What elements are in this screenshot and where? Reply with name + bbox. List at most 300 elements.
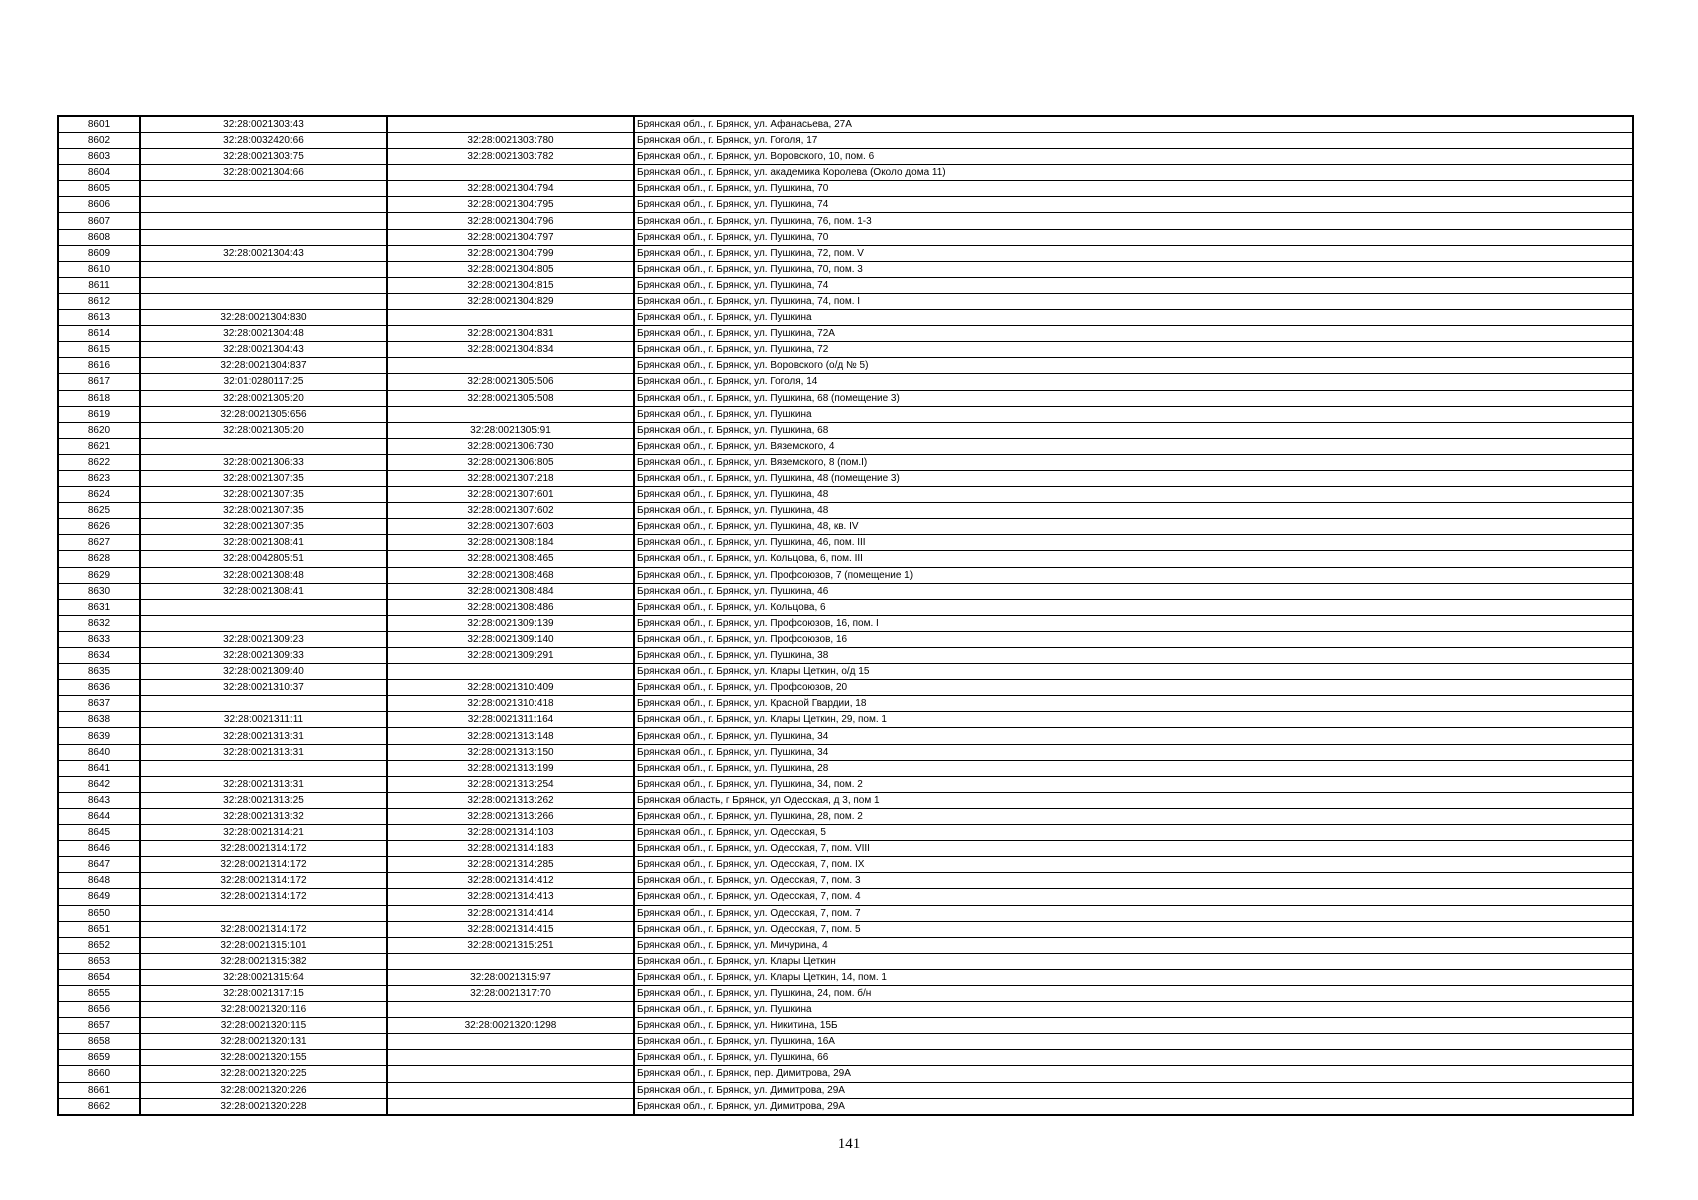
row-number-cell: 8603 — [58, 149, 140, 165]
table-row — [58, 953, 1633, 969]
address-cell: Брянская обл., г. Брянск, ул. Пушкина, 34 — [634, 728, 1633, 744]
row-number-cell: 8613 — [58, 310, 140, 326]
row-number-cell: 8622 — [58, 454, 140, 470]
cadastral-number-land-cell: 32:28:0021315:64 — [140, 969, 387, 985]
cadastral-number-object-cell: 32:28:0021306:730 — [387, 438, 634, 454]
row-number-cell: 8650 — [58, 905, 140, 921]
cadastral-number-land-cell: 32:28:0021305:656 — [140, 406, 387, 422]
row-number-cell: 8643 — [58, 792, 140, 808]
row-number-cell: 8605 — [58, 181, 140, 197]
cadastral-number-object-cell: 32:28:0021309:139 — [387, 615, 634, 631]
address-cell: Брянская обл., г. Брянск, ул. Воровского, 10, пом. 6 — [634, 149, 1633, 165]
address-cell: Брянская обл., г. Брянск, ул. Никитина, 15Б — [634, 1018, 1633, 1034]
cadastral-number-land-cell: 32:28:0021304:66 — [140, 165, 387, 181]
row-number-cell: 8631 — [58, 599, 140, 615]
row-number-cell: 8621 — [58, 438, 140, 454]
cadastral-number-object-cell: 32:28:0021313:262 — [387, 792, 634, 808]
table-row — [58, 149, 1633, 165]
cadastral-number-object-cell — [387, 1050, 634, 1066]
table-row — [58, 599, 1633, 615]
row-number-cell: 8655 — [58, 985, 140, 1001]
address-cell: Брянская обл., г. Брянск, ул. Одесская, 7, пом. 7 — [634, 905, 1633, 921]
row-number-cell: 8629 — [58, 567, 140, 583]
cadastral-number-land-cell: 32:28:0021307:35 — [140, 470, 387, 486]
row-number-cell: 8608 — [58, 229, 140, 245]
row-number-cell: 8634 — [58, 648, 140, 664]
address-cell: Брянская обл., г. Брянск, ул. Одесская, 7, пом. 3 — [634, 873, 1633, 889]
cadastral-number-land-cell: 32:28:0021309:23 — [140, 631, 387, 647]
cadastral-number-object-cell: 32:28:0021309:140 — [387, 631, 634, 647]
cadastral-number-object-cell: 32:28:0021304:797 — [387, 229, 634, 245]
table-row — [58, 197, 1633, 213]
address-cell: Брянская обл., г. Брянск, ул. Кольцова, 6 — [634, 599, 1633, 615]
table-row — [58, 648, 1633, 664]
cadastral-number-land-cell: 32:28:0021320:225 — [140, 1066, 387, 1082]
cadastral-number-object-cell: 32:28:0021313:266 — [387, 808, 634, 824]
address-cell: Брянская обл., г. Брянск, ул. Пушкина, 34 — [634, 744, 1633, 760]
address-cell: Брянская обл., г. Брянск, ул. Пушкина — [634, 406, 1633, 422]
table-row — [58, 889, 1633, 905]
cadastral-number-land-cell: 32:28:0042805:51 — [140, 551, 387, 567]
table-row — [58, 921, 1633, 937]
row-number-cell: 8623 — [58, 470, 140, 486]
table-row — [58, 631, 1633, 647]
row-number-cell: 8654 — [58, 969, 140, 985]
cadastral-number-land-cell: 32:28:0021304:830 — [140, 310, 387, 326]
cadastral-number-object-cell: 32:28:0021304:799 — [387, 245, 634, 261]
row-number-cell: 8638 — [58, 712, 140, 728]
cadastral-number-land-cell — [140, 229, 387, 245]
row-number-cell: 8601 — [58, 116, 140, 133]
row-number-cell: 8640 — [58, 744, 140, 760]
cadastral-number-object-cell: 32:28:0021305:91 — [387, 422, 634, 438]
table-row — [58, 1002, 1633, 1018]
address-cell: Брянская область, г Брянск, ул Одесская, д 3, пом 1 — [634, 792, 1633, 808]
address-cell: Брянская обл., г. Брянск, ул. Пушкина, 28 — [634, 760, 1633, 776]
cadastral-number-land-cell: 32:28:0021304:43 — [140, 342, 387, 358]
address-cell: Брянская обл., г. Брянск, ул. Профсоюзов, 20 — [634, 680, 1633, 696]
address-cell: Брянская обл., г. Брянск, ул. Мичурина, 4 — [634, 937, 1633, 953]
row-number-cell: 8649 — [58, 889, 140, 905]
table-row — [58, 487, 1633, 503]
row-number-cell: 8611 — [58, 277, 140, 293]
cadastral-number-land-cell — [140, 599, 387, 615]
address-cell: Брянская обл., г. Брянск, ул. Пушкина, 74 — [634, 277, 1633, 293]
cadastral-number-object-cell — [387, 1034, 634, 1050]
table-row — [58, 1050, 1633, 1066]
address-cell: Брянская обл., г. Брянск, ул. Пушкина, 76, пом. 1-3 — [634, 213, 1633, 229]
row-number-cell: 8616 — [58, 358, 140, 374]
cadastral-number-object-cell: 32:28:0021320:1298 — [387, 1018, 634, 1034]
cadastral-number-land-cell — [140, 277, 387, 293]
address-cell: Брянская обл., г. Брянск, ул. Пушкина, 68 — [634, 422, 1633, 438]
row-number-cell: 8609 — [58, 245, 140, 261]
cadastral-number-object-cell — [387, 165, 634, 181]
row-number-cell: 8648 — [58, 873, 140, 889]
cadastral-number-land-cell: 32:28:0021320:155 — [140, 1050, 387, 1066]
table-row — [58, 181, 1633, 197]
address-cell: Брянская обл., г. Брянск, ул. Клары Цеткин, 29, пом. 1 — [634, 712, 1633, 728]
cadastral-number-land-cell: 32:28:0021307:35 — [140, 519, 387, 535]
table-row — [58, 1018, 1633, 1034]
table-row — [58, 825, 1633, 841]
address-cell: Брянская обл., г. Брянск, ул. Пушкина, 74 — [634, 197, 1633, 213]
table-row — [58, 503, 1633, 519]
cadastral-number-land-cell — [140, 293, 387, 309]
cadastral-number-land-cell: 32:28:0021307:35 — [140, 487, 387, 503]
row-number-cell: 8646 — [58, 841, 140, 857]
row-number-cell: 8657 — [58, 1018, 140, 1034]
cadastral-number-object-cell — [387, 664, 634, 680]
cadastral-number-land-cell: 32:28:0021313:31 — [140, 744, 387, 760]
cadastral-number-land-cell: 32:28:0021314:21 — [140, 825, 387, 841]
cadastral-number-object-cell — [387, 1082, 634, 1098]
cadastral-number-land-cell: 32:28:0021314:172 — [140, 873, 387, 889]
cadastral-number-land-cell: 32:28:0021305:20 — [140, 422, 387, 438]
address-cell: Брянская обл., г. Брянск, ул. Вяземского, 8 (пом.I) — [634, 454, 1633, 470]
cadastral-number-land-cell: 32:28:0021309:33 — [140, 648, 387, 664]
address-cell: Брянская обл., г. Брянск, ул. Пушкина, 24, пом. б/н — [634, 985, 1633, 1001]
row-number-cell: 8615 — [58, 342, 140, 358]
row-number-cell: 8610 — [58, 261, 140, 277]
cadastral-number-land-cell: 32:28:0021310:37 — [140, 680, 387, 696]
table-row — [58, 422, 1633, 438]
row-number-cell: 8635 — [58, 664, 140, 680]
cadastral-number-land-cell: 32:28:0021320:116 — [140, 1002, 387, 1018]
cadastral-number-land-cell: 32:28:0021311:11 — [140, 712, 387, 728]
table-row — [58, 696, 1633, 712]
cadastral-number-object-cell: 32:28:0021307:603 — [387, 519, 634, 535]
row-number-cell: 8641 — [58, 760, 140, 776]
cadastral-number-object-cell — [387, 1098, 634, 1115]
table-row — [58, 969, 1633, 985]
address-cell: Брянская обл., г. Брянск, ул. Пушкина — [634, 310, 1633, 326]
table-row — [58, 728, 1633, 744]
row-number-cell: 8661 — [58, 1082, 140, 1098]
cadastral-number-land-cell — [140, 905, 387, 921]
address-cell: Брянская обл., г. Брянск, ул. Профсоюзов, 16, пом. I — [634, 615, 1633, 631]
table-row — [58, 680, 1633, 696]
address-cell: Брянская обл., г. Брянск, ул. Пушкина, 48 — [634, 487, 1633, 503]
cadastral-number-land-cell — [140, 438, 387, 454]
row-number-cell: 8639 — [58, 728, 140, 744]
row-number-cell: 8644 — [58, 808, 140, 824]
address-cell: Брянская обл., г. Брянск, ул. Пушкина, 46 — [634, 583, 1633, 599]
address-cell: Брянская обл., г. Брянск, ул. Одесская, 7, пом. 5 — [634, 921, 1633, 937]
row-number-cell: 8627 — [58, 535, 140, 551]
cadastral-number-land-cell: 32:28:0021313:31 — [140, 728, 387, 744]
cadastral-number-land-cell: 32:28:0021320:226 — [140, 1082, 387, 1098]
table-row — [58, 1034, 1633, 1050]
cadastral-number-object-cell: 32:28:0021314:415 — [387, 921, 634, 937]
table-row — [58, 760, 1633, 776]
cadastral-number-object-cell: 32:28:0021317:70 — [387, 985, 634, 1001]
cadastral-number-land-cell — [140, 181, 387, 197]
cadastral-number-land-cell: 32:28:0021320:228 — [140, 1098, 387, 1115]
cadastral-number-land-cell: 32:28:0021308:48 — [140, 567, 387, 583]
row-number-cell: 8628 — [58, 551, 140, 567]
cadastral-number-object-cell — [387, 1002, 634, 1018]
address-cell: Брянская обл., г. Брянск, ул. Клары Цеткин, 14, пом. 1 — [634, 969, 1633, 985]
row-number-cell: 8633 — [58, 631, 140, 647]
cadastral-number-object-cell: 32:28:0021304:834 — [387, 342, 634, 358]
cadastral-number-object-cell: 32:28:0021304:829 — [387, 293, 634, 309]
address-cell: Брянская обл., г. Брянск, ул. Димитрова, 29А — [634, 1082, 1633, 1098]
cadastral-number-object-cell: 32:28:0021304:796 — [387, 213, 634, 229]
address-cell: Брянская обл., г. Брянск, ул. Одесская, 7, пом. IX — [634, 857, 1633, 873]
cadastral-number-land-cell: 32:28:0021303:43 — [140, 116, 387, 133]
row-number-cell: 8642 — [58, 776, 140, 792]
cadastral-number-land-cell: 32:28:0021304:43 — [140, 245, 387, 261]
address-cell: Брянская обл., г. Брянск, ул. Афанасьева, 27А — [634, 116, 1633, 133]
address-cell: Брянская обл., г. Брянск, ул. Пушкина, 34, пом. 2 — [634, 776, 1633, 792]
cadastral-number-object-cell: 32:28:0021314:412 — [387, 873, 634, 889]
cadastral-number-object-cell: 32:28:0021308:468 — [387, 567, 634, 583]
table-row — [58, 293, 1633, 309]
cadastral-number-object-cell: 32:28:0021308:465 — [387, 551, 634, 567]
address-cell: Брянская обл., г. Брянск, ул. Димитрова, 29А — [634, 1098, 1633, 1115]
table-row — [58, 133, 1633, 149]
cadastral-number-object-cell: 32:28:0021305:508 — [387, 390, 634, 406]
cadastral-number-object-cell: 32:28:0021303:782 — [387, 149, 634, 165]
cadastral-number-object-cell: 32:28:0021315:251 — [387, 937, 634, 953]
address-cell: Брянская обл., г. Брянск, ул. Пушкина, 66 — [634, 1050, 1633, 1066]
table-row — [58, 1082, 1633, 1098]
registry-table-body — [58, 116, 1633, 1115]
cadastral-number-object-cell: 32:28:0021303:780 — [387, 133, 634, 149]
address-cell: Брянская обл., г. Брянск, ул. Одесская, 7, пом. VIII — [634, 841, 1633, 857]
table-row — [58, 551, 1633, 567]
cadastral-number-object-cell: 32:28:0021315:97 — [387, 969, 634, 985]
cadastral-number-land-cell: 32:28:0021308:41 — [140, 583, 387, 599]
cadastral-number-land-cell: 32:28:0021315:101 — [140, 937, 387, 953]
cadastral-number-land-cell: 32:28:0021309:40 — [140, 664, 387, 680]
cadastral-number-object-cell: 32:28:0021313:199 — [387, 760, 634, 776]
cadastral-number-object-cell — [387, 406, 634, 422]
cadastral-number-land-cell: 32:01:0280117:25 — [140, 374, 387, 390]
row-number-cell: 8659 — [58, 1050, 140, 1066]
address-cell: Брянская обл., г. Брянск, ул. Пушкина, 72 — [634, 342, 1633, 358]
cadastral-number-object-cell — [387, 1066, 634, 1082]
cadastral-number-object-cell: 32:28:0021306:805 — [387, 454, 634, 470]
table-row — [58, 583, 1633, 599]
page-number: 141 — [837, 1136, 861, 1152]
table-row — [58, 277, 1633, 293]
address-cell: Брянская обл., г. Брянск, ул. Пушкина, 68 (помещение 3) — [634, 390, 1633, 406]
table-row — [58, 229, 1633, 245]
table-row — [58, 406, 1633, 422]
table-row — [58, 1066, 1633, 1082]
cadastral-number-land-cell: 32:28:0021314:172 — [140, 857, 387, 873]
address-cell: Брянская обл., г. Брянск, ул. Пушкина, 72А — [634, 326, 1633, 342]
cadastral-number-object-cell: 32:28:0021310:409 — [387, 680, 634, 696]
address-cell: Брянская обл., г. Брянск, ул. Клары Цеткин — [634, 953, 1633, 969]
cadastral-number-land-cell: 32:28:0021320:131 — [140, 1034, 387, 1050]
cadastral-number-object-cell: 32:28:0021314:183 — [387, 841, 634, 857]
address-cell: Брянская обл., г. Брянск, ул. Профсоюзов, 16 — [634, 631, 1633, 647]
row-number-cell: 8624 — [58, 487, 140, 503]
row-number-cell: 8606 — [58, 197, 140, 213]
address-cell: Брянская обл., г. Брянск, ул. Пушкина, 72, пом. V — [634, 245, 1633, 261]
cadastral-number-land-cell — [140, 261, 387, 277]
table-row — [58, 857, 1633, 873]
cadastral-number-land-cell: 32:28:0021304:48 — [140, 326, 387, 342]
row-number-cell: 8625 — [58, 503, 140, 519]
table-row — [58, 808, 1633, 824]
cadastral-number-land-cell: 32:28:0021314:172 — [140, 921, 387, 937]
registry-table — [57, 115, 1634, 1116]
cadastral-number-object-cell — [387, 310, 634, 326]
cadastral-number-land-cell: 32:28:0021303:75 — [140, 149, 387, 165]
row-number-cell: 8614 — [58, 326, 140, 342]
row-number-cell: 8658 — [58, 1034, 140, 1050]
cadastral-number-object-cell: 32:28:0021314:413 — [387, 889, 634, 905]
cadastral-number-land-cell: 32:28:0021314:172 — [140, 841, 387, 857]
address-cell: Брянская обл., г. Брянск, ул. Пушкина, 16А — [634, 1034, 1633, 1050]
row-number-cell: 8651 — [58, 921, 140, 937]
cadastral-number-object-cell: 32:28:0021309:291 — [387, 648, 634, 664]
row-number-cell: 8619 — [58, 406, 140, 422]
cadastral-number-land-cell: 32:28:0021308:41 — [140, 535, 387, 551]
address-cell: Брянская обл., г. Брянск, ул. Пушкина, 48, кв. IV — [634, 519, 1633, 535]
cadastral-number-land-cell: 32:28:0021304:837 — [140, 358, 387, 374]
row-number-cell: 8617 — [58, 374, 140, 390]
row-number-cell: 8656 — [58, 1002, 140, 1018]
address-cell: Брянская обл., г. Брянск, ул. Кольцова, 6, пом. III — [634, 551, 1633, 567]
cadastral-number-object-cell: 32:28:0021314:103 — [387, 825, 634, 841]
cadastral-number-land-cell: 32:28:0021317:15 — [140, 985, 387, 1001]
cadastral-number-land-cell: 32:28:0021320:115 — [140, 1018, 387, 1034]
table-row — [58, 116, 1633, 133]
cadastral-number-object-cell: 32:28:0021310:418 — [387, 696, 634, 712]
table-row — [58, 873, 1633, 889]
cadastral-number-land-cell: 32:28:0021313:31 — [140, 776, 387, 792]
address-cell: Брянская обл., г. Брянск, пер. Димитрова, 29А — [634, 1066, 1633, 1082]
table-row — [58, 326, 1633, 342]
cadastral-number-land-cell: 32:28:0021313:25 — [140, 792, 387, 808]
cadastral-number-object-cell: 32:28:0021304:831 — [387, 326, 634, 342]
cadastral-number-object-cell: 32:28:0021308:484 — [387, 583, 634, 599]
address-cell: Брянская обл., г. Брянск, ул. Пушкина — [634, 1002, 1633, 1018]
table-row — [58, 985, 1633, 1001]
table-row — [58, 712, 1633, 728]
cadastral-number-object-cell: 32:28:0021314:414 — [387, 905, 634, 921]
address-cell: Брянская обл., г. Брянск, ул. Клары Цеткин, о/д 15 — [634, 664, 1633, 680]
cadastral-number-land-cell: 32:28:0021314:172 — [140, 889, 387, 905]
cadastral-number-object-cell: 32:28:0021304:805 — [387, 261, 634, 277]
address-cell: Брянская обл., г. Брянск, ул. Пушкина, 28, пом. 2 — [634, 808, 1633, 824]
cadastral-number-land-cell: 32:28:0021306:33 — [140, 454, 387, 470]
cadastral-number-land-cell — [140, 197, 387, 213]
row-number-cell: 8620 — [58, 422, 140, 438]
row-number-cell: 8662 — [58, 1098, 140, 1115]
cadastral-number-object-cell: 32:28:0021311:164 — [387, 712, 634, 728]
row-number-cell: 8645 — [58, 825, 140, 841]
table-row — [58, 342, 1633, 358]
cadastral-number-object-cell: 32:28:0021304:815 — [387, 277, 634, 293]
address-cell: Брянская обл., г. Брянск, ул. Пушкина, 38 — [634, 648, 1633, 664]
row-number-cell: 8626 — [58, 519, 140, 535]
row-number-cell: 8607 — [58, 213, 140, 229]
row-number-cell: 8618 — [58, 390, 140, 406]
table-row — [58, 390, 1633, 406]
table-row — [58, 261, 1633, 277]
table-row — [58, 792, 1633, 808]
cadastral-number-object-cell: 32:28:0021305:506 — [387, 374, 634, 390]
row-number-cell: 8636 — [58, 680, 140, 696]
cadastral-number-land-cell — [140, 760, 387, 776]
address-cell: Брянская обл., г. Брянск, ул. Пушкина, 48 (помещение 3) — [634, 470, 1633, 486]
cadastral-number-land-cell: 32:28:0021305:20 — [140, 390, 387, 406]
table-row — [58, 841, 1633, 857]
cadastral-number-object-cell: 32:28:0021308:184 — [387, 535, 634, 551]
cadastral-number-object-cell: 32:28:0021313:254 — [387, 776, 634, 792]
table-row — [58, 310, 1633, 326]
address-cell: Брянская обл., г. Брянск, ул. Гоголя, 17 — [634, 133, 1633, 149]
cadastral-number-land-cell — [140, 615, 387, 631]
address-cell: Брянская обл., г. Брянск, ул. Одесская, 7, пом. 4 — [634, 889, 1633, 905]
table-row — [58, 567, 1633, 583]
cadastral-number-object-cell: 32:28:0021304:794 — [387, 181, 634, 197]
cadastral-number-object-cell: 32:28:0021313:148 — [387, 728, 634, 744]
table-row — [58, 245, 1633, 261]
address-cell: Брянская обл., г. Брянск, ул. Вяземского, 4 — [634, 438, 1633, 454]
row-number-cell: 8632 — [58, 615, 140, 631]
table-row — [58, 454, 1633, 470]
table-row — [58, 905, 1633, 921]
row-number-cell: 8637 — [58, 696, 140, 712]
table-row — [58, 438, 1633, 454]
address-cell: Брянская обл., г. Брянск, ул. Пушкина, 48 — [634, 503, 1633, 519]
cadastral-number-land-cell: 32:28:0021307:35 — [140, 503, 387, 519]
address-cell: Брянская обл., г. Брянск, ул. Профсоюзов, 7 (помещение 1) — [634, 567, 1633, 583]
cadastral-number-land-cell — [140, 696, 387, 712]
cadastral-number-object-cell: 32:28:0021307:218 — [387, 470, 634, 486]
address-cell: Брянская обл., г. Брянск, ул. Красной Гвардии, 18 — [634, 696, 1633, 712]
table-row — [58, 519, 1633, 535]
row-number-cell: 8612 — [58, 293, 140, 309]
cadastral-number-object-cell — [387, 116, 634, 133]
row-number-cell: 8652 — [58, 937, 140, 953]
cadastral-number-land-cell — [140, 213, 387, 229]
cadastral-number-land-cell: 32:28:0021313:32 — [140, 808, 387, 824]
cadastral-number-object-cell: 32:28:0021307:602 — [387, 503, 634, 519]
table-row — [58, 470, 1633, 486]
address-cell: Брянская обл., г. Брянск, ул. Пушкина, 46, пом. III — [634, 535, 1633, 551]
row-number-cell: 8653 — [58, 953, 140, 969]
address-cell: Брянская обл., г. Брянск, ул. Пушкина, 70 — [634, 229, 1633, 245]
row-number-cell: 8602 — [58, 133, 140, 149]
address-cell: Брянская обл., г. Брянск, ул. академика Королева (Около дома 11) — [634, 165, 1633, 181]
address-cell: Брянская обл., г. Брянск, ул. Воровского (о/д № 5) — [634, 358, 1633, 374]
address-cell: Брянская обл., г. Брянск, ул. Пушкина, 74, пом. I — [634, 293, 1633, 309]
cadastral-number-object-cell — [387, 953, 634, 969]
table-row — [58, 776, 1633, 792]
cadastral-number-object-cell: 32:28:0021314:285 — [387, 857, 634, 873]
row-number-cell: 8660 — [58, 1066, 140, 1082]
row-number-cell: 8630 — [58, 583, 140, 599]
address-cell: Брянская обл., г. Брянск, ул. Пушкина, 70, пом. 3 — [634, 261, 1633, 277]
cadastral-number-object-cell: 32:28:0021307:601 — [387, 487, 634, 503]
table-row — [58, 937, 1633, 953]
table-row — [58, 1098, 1633, 1115]
row-number-cell: 8604 — [58, 165, 140, 181]
table-row — [58, 358, 1633, 374]
table-row — [58, 615, 1633, 631]
cadastral-number-land-cell: 32:28:0021315:382 — [140, 953, 387, 969]
table-row — [58, 664, 1633, 680]
cadastral-number-land-cell: 32:28:0032420:66 — [140, 133, 387, 149]
